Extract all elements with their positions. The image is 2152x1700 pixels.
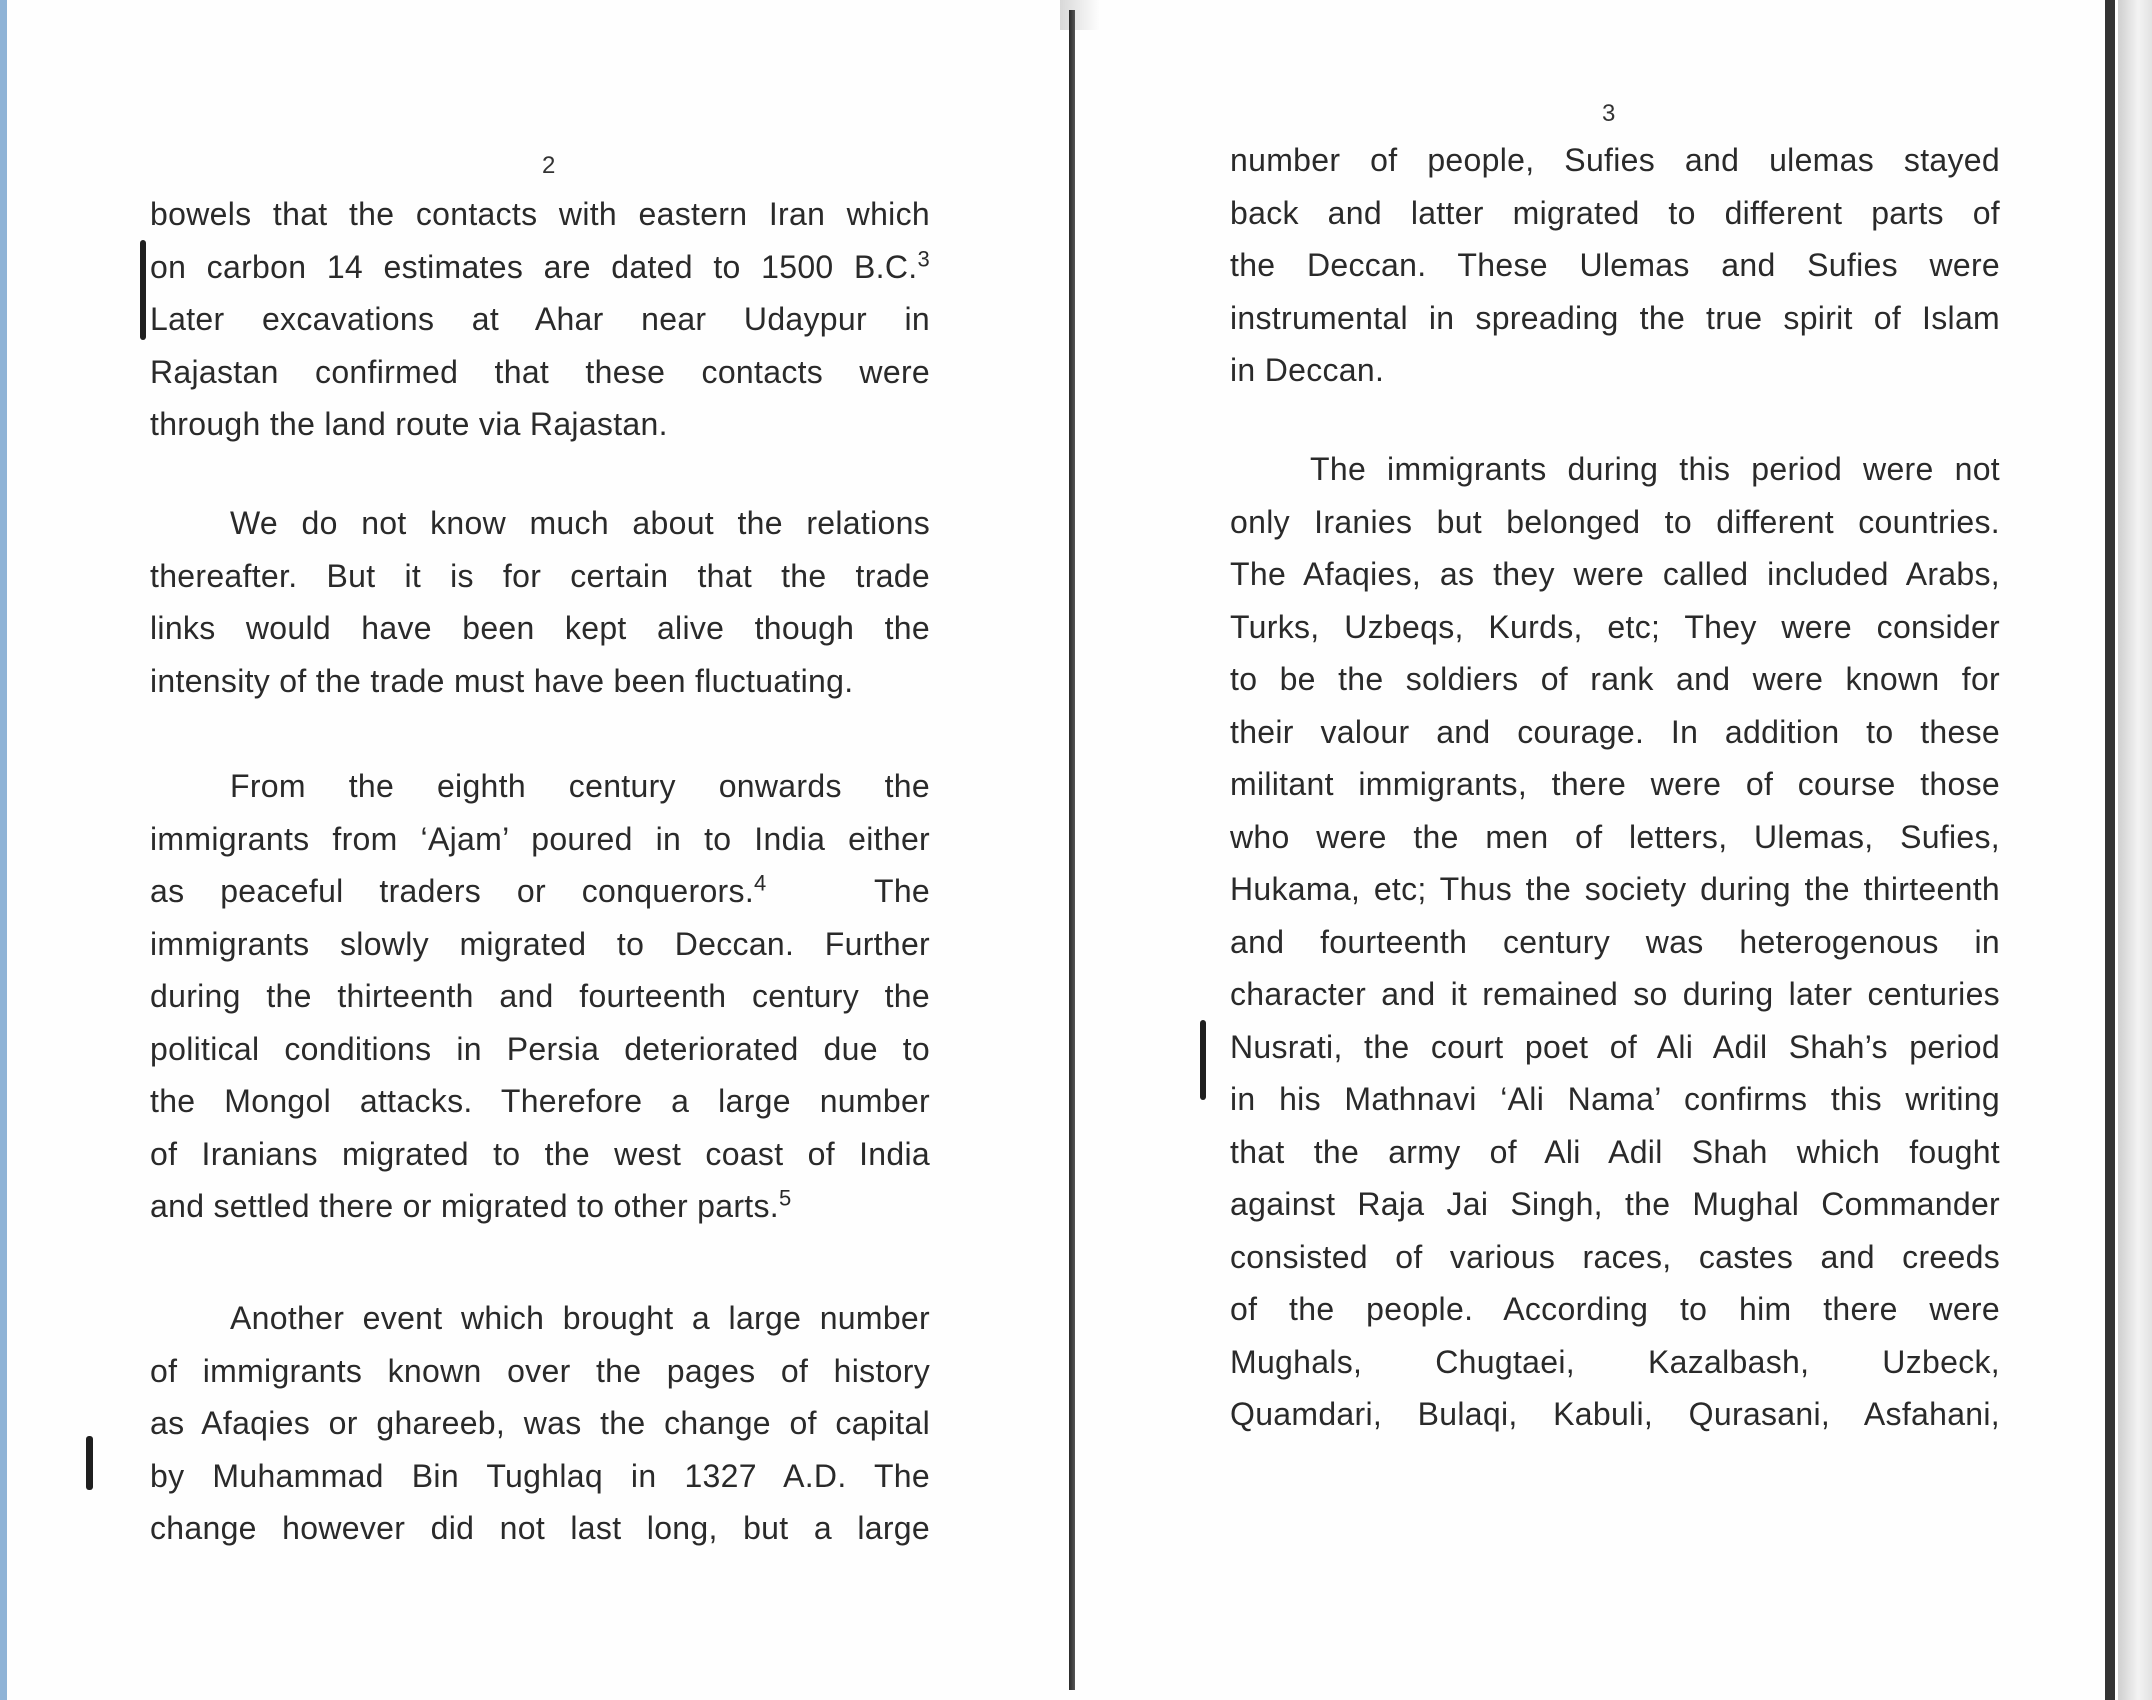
- text-line: militant immigrants, there were of course those: [1230, 766, 2000, 802]
- paragraph: [150, 497, 930, 707]
- footnote-ref: 3: [917, 245, 930, 271]
- right-page: [1230, 0, 2000, 1700]
- left-page: [150, 0, 930, 1700]
- page-number: 2: [542, 152, 556, 179]
- text-line: Another event which brought a large number: [230, 1300, 930, 1336]
- text-line: on carbon 14 estimates are dated to 1500 B.C.$^3$: [150, 245, 930, 285]
- text-line: We do not know much about the relations: [230, 505, 930, 541]
- book-spine: [1069, 10, 1075, 1690]
- text-line: bowels that the contacts with eastern Iran which: [150, 196, 930, 232]
- footnote-ref: 5: [778, 1185, 792, 1211]
- page-edge-shadow: [2118, 0, 2152, 1700]
- text-line: instrumental in spreading the true spirit of Islam: [1230, 299, 2000, 336]
- text-line: thereafter. But it is for certain that the trade: [150, 557, 930, 594]
- paragraph: [1230, 134, 2000, 397]
- text-line: From the eighth century onwards the: [230, 768, 930, 804]
- text-line: of the people. According to him there were: [1230, 1291, 2000, 1327]
- text-line: links would have been kept alive though the: [150, 610, 930, 646]
- text-line: The Afaqies, as they were called included Arabs,: [1230, 556, 2000, 592]
- paragraph: [150, 188, 930, 451]
- text-line: who were the men of letters, Ulemas, Sufies,: [1230, 818, 2000, 855]
- text-line: of Iranians migrated to the west coast of India: [150, 1135, 930, 1172]
- margin-mark: [140, 240, 146, 340]
- text-line: Mughals, Chugtaei, Kazalbash, Uzbeck,: [1230, 1343, 2000, 1380]
- text-line: against Raja Jai Singh, the Mughal Commander: [1230, 1186, 2000, 1222]
- text-line: Later excavations at Ahar near Udaypur in: [150, 301, 930, 337]
- text-line: Quamdari, Bulaqi, Kabuli, Qurasani, Asfahani,: [1230, 1396, 2000, 1432]
- text-line: Hukama, etc; Thus the society during the thirteenth: [1230, 871, 2000, 907]
- margin-mark: [86, 1436, 93, 1490]
- text-line: of immigrants known over the pages of history: [150, 1352, 930, 1389]
- text-line: back and latter migrated to different parts of: [1230, 194, 2000, 231]
- text-line: as peaceful traders or conquerors.$^4$ The: [150, 870, 931, 909]
- text-line: through the land route via Rajastan.: [150, 406, 668, 442]
- text-line: immigrants from ‘Ajam’ poured in to India either: [150, 820, 930, 857]
- text-line: in Deccan.: [1230, 352, 1385, 388]
- text-line: the Mongol attacks. Therefore a large number: [150, 1083, 930, 1119]
- text-line: character and it remained so during later centuries: [1230, 976, 2000, 1012]
- text-line: change however did not last long, but a large: [150, 1510, 930, 1546]
- text-line: and settled there or migrated to other parts.$^5$: [150, 1185, 792, 1224]
- text-line: immigrants slowly migrated to Deccan. Further: [150, 925, 930, 962]
- paragraph: [150, 760, 930, 1233]
- text-line: that the army of Ali Adil Shah which fought: [1230, 1133, 2000, 1170]
- text-line: Turks, Uzbeqs, Kurds, etc; They were consider: [1230, 608, 2000, 645]
- margin-mark: [1200, 1020, 1206, 1100]
- text-line: their valour and courage. In addition to these: [1230, 713, 2000, 750]
- text-line: in his Mathnavi ‘Ali Nama’ confirms this writing: [1230, 1081, 2000, 1117]
- text-line: consisted of various races, castes and creeds: [1230, 1238, 2000, 1275]
- spine-shadow: [1060, 0, 1100, 30]
- page-edge: [2105, 0, 2115, 1700]
- paragraph: [1230, 443, 2000, 1441]
- page-number: 3: [1602, 100, 1616, 127]
- scan-left-edge: [0, 0, 7, 1700]
- text-line: Rajastan confirmed that these contacts were: [150, 353, 930, 390]
- text-line: number of people, Sufies and ulemas stayed: [1230, 142, 2000, 178]
- text-line: Nusrati, the court poet of Ali Adil Shah’s period: [1230, 1028, 2000, 1065]
- text-line: by Muhammad Bin Tughlaq in 1327 A.D. The: [150, 1457, 930, 1494]
- text-line: the Deccan. These Ulemas and Sufies were: [1230, 247, 2000, 283]
- text-line: during the thirteenth and fourteenth century the: [150, 978, 930, 1014]
- text-line: political conditions in Persia deteriorated due to: [150, 1030, 930, 1067]
- text-line: only Iranies but belonged to different countries.: [1230, 503, 2000, 540]
- paragraph: [150, 1292, 930, 1555]
- text-line: The immigrants during this period were not: [1310, 451, 2000, 487]
- text-line: intensity of the trade must have been fluctuating.: [150, 662, 854, 699]
- text-line: and fourteenth century was heterogenous in: [1230, 923, 2000, 960]
- footnote-ref: 4: [754, 870, 767, 896]
- text-line: to be the soldiers of rank and were known for: [1230, 661, 2000, 697]
- text-line: as Afaqies or ghareeb, was the change of capital: [150, 1405, 930, 1441]
